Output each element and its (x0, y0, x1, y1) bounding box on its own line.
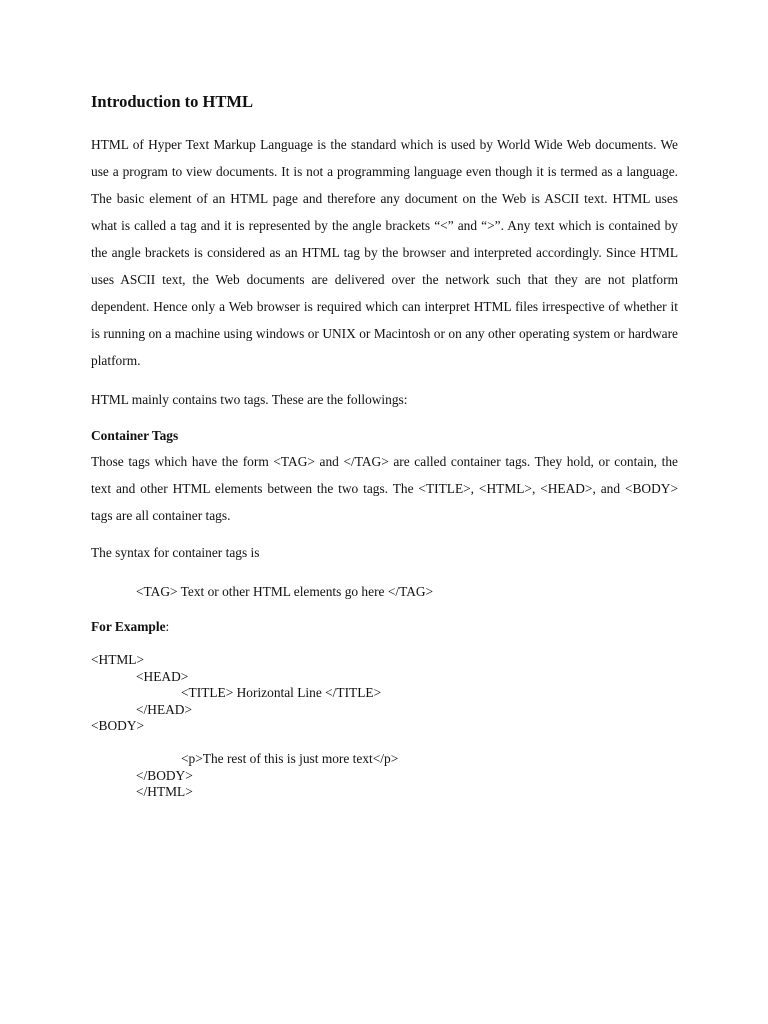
example-label (91, 615, 678, 639)
syntax-intro: The syntax for container tags is (91, 545, 260, 560)
code-line-blank (91, 735, 678, 752)
code-line-paragraph: <p>The rest of this is just more text</p> (181, 751, 399, 766)
code-line-body-close: </BODY> (136, 767, 193, 783)
example-label-text: For Example (91, 619, 166, 634)
code-line-html-open: <HTML> (91, 652, 145, 667)
page-title: Introduction to HTML (91, 92, 253, 111)
code-example (91, 652, 678, 801)
code-line-html-close: </HTML> (136, 784, 193, 799)
code-line-body-open: <BODY> (91, 718, 145, 733)
intro-paragraph: HTML of Hyper Text Markup Language is the standard which is used by World Wide Web documents. We use a program to view documents. It is not a programming language even though it is termed as a language. The basic element of an HTML page and therefore any document on the Web is ASCII text. HTML uses what is called a tag and it is represented by the angle brackets “<” and “>”. Any text which is contained by the angle brackets is considered as an HTML tag by the browser and interpreted accordingly. Since HTML uses ASCII text, the Web documents are delivered over the network such that they are not platform dependent. Hence only a Web browser is required which can interpret HTML files irrespective of whether it is running on a machine using windows or UNIX or Macintosh or on any other operating system or hardware platform. (91, 137, 678, 368)
tags-overview-paragraph: HTML mainly contains two tags. These are the followings: (91, 392, 408, 407)
syntax-example: <TAG> Text or other HTML elements go here </TAG> (136, 584, 434, 599)
code-line-head-open: <HEAD> (136, 668, 189, 684)
container-tags-paragraph: Those tags which have the form <TAG> and </TAG> are called container tags. They hold, or contain, the text and other HTML elements between the two tags. The <TITLE>, <HTML>, <HEAD>, and <BODY> tags are all container tags. (91, 454, 678, 523)
example-label-colon: : (165, 619, 170, 634)
code-line-head-close: </HEAD> (136, 701, 193, 717)
container-tags-heading: Container Tags (91, 428, 179, 443)
code-line-title: <TITLE> Horizontal Line </TITLE> (181, 685, 382, 700)
